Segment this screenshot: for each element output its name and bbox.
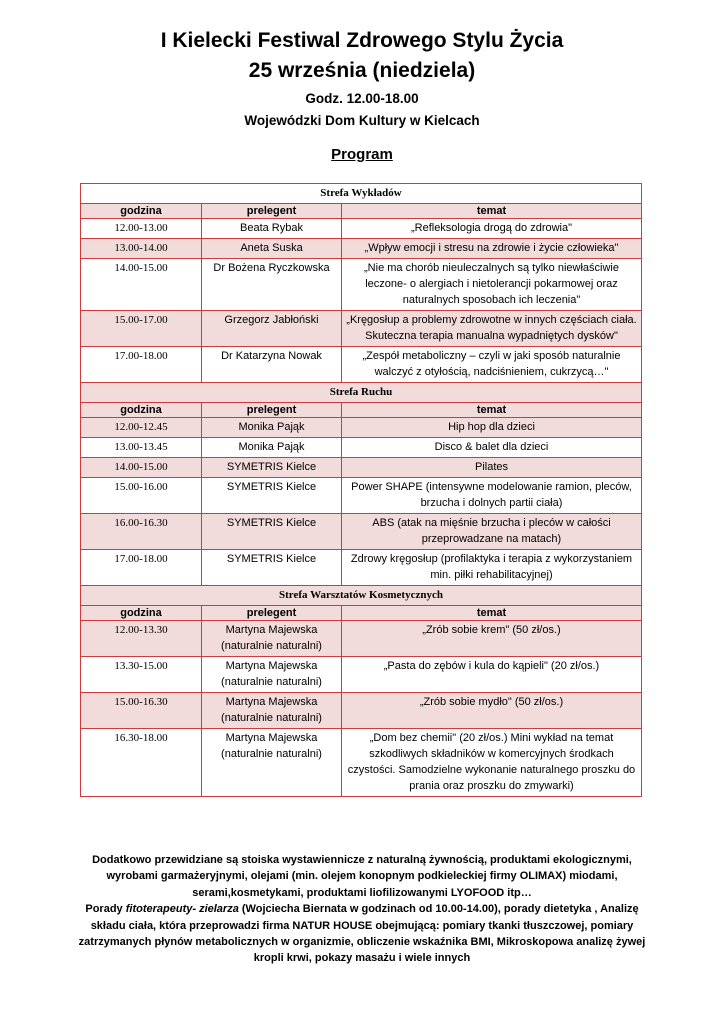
additional-info-stands: Dodatkowo przewidziane są stoiska wystawiennicze z naturalną żywnością, produktami ekologicznymi, wyrobami garmażeryjnymi, olejami (min. olejem konopnym podkieleckiej firmy OLIMAX) miodami, serami,kosmetykami, produktami liofilizowanymi LYOFOOD itp… (92, 854, 632, 899)
table-row (81, 514, 642, 550)
table-row (81, 239, 642, 259)
row-topic: „Kręgosłup a problemy zdrowotne w innych częściach ciała. Skuteczna terapia manualna wypadniętych dysków" (342, 311, 642, 347)
table-row (81, 550, 642, 586)
festival-title: I Kielecki Festiwal Zdrowego Stylu Życia (160, 29, 564, 52)
herbalist-label: fitoterapeuty- zielarza (125, 903, 239, 916)
row-time: 17.00-18.00 (81, 550, 202, 586)
row-time: 13.00-13.45 (81, 438, 202, 458)
row-topic: „Dom bez chemii" (20 zł/os.) Mini wykład na temat szkodliwych składników w komercyjnych środkach czystości. Samodzielne wykonanie naturalnego proszku do prania oraz proszku do zmywarki) (342, 729, 642, 797)
table-row (81, 621, 642, 657)
row-speaker: Monika Pająk (202, 418, 342, 438)
row-speaker: SYMETRIS Kielce (202, 478, 342, 514)
row-topic: Zdrowy kręgosłup (profilaktyka i terapia z wykorzystaniem min. piłki rehabilitacyjnej) (342, 550, 642, 586)
row-time: 15.00-16.00 (81, 478, 202, 514)
col-time-header: godzina (81, 204, 202, 219)
zone-title-cosmetics: Strefa Warsztatów Kosmetycznych (81, 586, 642, 606)
additional-info (70, 852, 654, 967)
table-row (81, 219, 642, 239)
col-topic-header: temat (342, 403, 642, 418)
additional-info-advice-pre: Porady (85, 903, 126, 916)
col-time-header: godzina (81, 403, 202, 418)
row-topic: „Wpływ emocji i stresu na zdrowie i życie człowieka" (342, 239, 642, 259)
row-speaker: Martyna Majewska (naturalnie naturalni) (202, 693, 342, 729)
zone-header-row (81, 383, 642, 403)
column-header-row (81, 204, 642, 219)
row-time: 17.00-18.00 (81, 347, 202, 383)
col-speaker-header: prelegent (202, 403, 342, 418)
row-speaker: Monika Pająk (202, 438, 342, 458)
col-topic-header: temat (342, 204, 642, 219)
festival-date: 25 września (niedziela) (248, 59, 476, 82)
row-time: 16.00-16.30 (81, 514, 202, 550)
additional-info-advice: (Wojciecha Biernata w godzinach od 10.00-14.00), porady dietetyka , Analizę składu ciała, która przeprowadzi firma NATUR HOUSE obejmującą: pomiary tkanki tłuszczowej, pomiary zatrzymanych płynów metabolicznych w organizmie, obliczenie wskaźnika BMI, Mikroskopowa analizę żywej kropli krwi, pokazy masażu i wiele innych (78, 903, 646, 965)
row-speaker: Martyna Majewska (naturalnie naturalni) (202, 621, 342, 657)
row-time: 14.00-15.00 (81, 259, 202, 311)
col-topic-header: temat (342, 606, 642, 621)
row-topic: „Zrób sobie mydło" (50 zł/os.) (342, 693, 642, 729)
row-speaker: SYMETRIS Kielce (202, 550, 342, 586)
col-speaker-header: prelegent (202, 606, 342, 621)
row-time: 15.00-17.00 (81, 311, 202, 347)
column-header-row (81, 403, 642, 418)
row-time: 12.00-13.00 (81, 219, 202, 239)
row-topic: Power SHAPE (intensywne modelowanie ramion, pleców, brzucha i dolnych partii ciała) (342, 478, 642, 514)
document-header (0, 26, 724, 130)
program-table (80, 183, 642, 797)
row-time: 16.30-18.00 (81, 729, 202, 797)
table-row (81, 657, 642, 693)
table-row (81, 729, 642, 797)
zone-title-lectures: Strefa Wykładów (81, 184, 642, 204)
row-time: 14.00-15.00 (81, 458, 202, 478)
festival-hours: Godz. 12.00-18.00 (305, 91, 419, 106)
col-time-header: godzina (81, 606, 202, 621)
row-speaker: Dr Katarzyna Nowak (202, 347, 342, 383)
festival-venue: Wojewódzki Dom Kultury w Kielcach (244, 113, 480, 128)
zone-title-movement: Strefa Ruchu (81, 383, 642, 403)
table-row (81, 438, 642, 458)
table-row (81, 418, 642, 438)
row-topic: Disco & balet dla dzieci (342, 438, 642, 458)
table-row (81, 259, 642, 311)
row-time: 12.00-13.30 (81, 621, 202, 657)
row-topic: ABS (atak na mięśnie brzucha i pleców w całości przeprowadzane na matach) (342, 514, 642, 550)
row-speaker: Beata Rybak (202, 219, 342, 239)
row-topic: Pilates (342, 458, 642, 478)
row-topic: „Zespół metaboliczny – czyli w jaki sposób naturalnie walczyć z otyłością, nadciśnieniem, cukrzycą…" (342, 347, 642, 383)
table-row (81, 458, 642, 478)
row-time: 13.30-15.00 (81, 657, 202, 693)
col-speaker-header: prelegent (202, 204, 342, 219)
row-speaker: SYMETRIS Kielce (202, 458, 342, 478)
row-speaker: SYMETRIS Kielce (202, 514, 342, 550)
row-topic: „Pasta do zębów i kula do kąpieli" (20 zł/os.) (342, 657, 642, 693)
zone-header-row (81, 586, 642, 606)
program-heading: Program (331, 146, 393, 163)
row-topic: „Refleksologia drogą do zdrowia" (342, 219, 642, 239)
row-time: 15.00-16.30 (81, 693, 202, 729)
row-topic: „Nie ma chorób nieuleczalnych są tylko niewłaściwie leczone- o alergiach i nietolerancji pokarmowej oraz naturalnych sposobach ich leczenia" (342, 259, 642, 311)
zone-header-row (81, 184, 642, 204)
row-speaker: Dr Bożena Ryczkowska (202, 259, 342, 311)
row-speaker: Martyna Majewska (naturalnie naturalni) (202, 657, 342, 693)
column-header-row (81, 606, 642, 621)
row-speaker: Aneta Suska (202, 239, 342, 259)
row-speaker: Martyna Majewska (naturalnie naturalni) (202, 729, 342, 797)
table-row (81, 693, 642, 729)
row-time: 13.00-14.00 (81, 239, 202, 259)
table-row (81, 478, 642, 514)
table-row (81, 311, 642, 347)
row-topic: „Zrób sobie krem" (50 zł/os.) (342, 621, 642, 657)
row-speaker: Grzegorz Jabłoński (202, 311, 342, 347)
row-topic: Hip hop dla dzieci (342, 418, 642, 438)
row-time: 12.00-12.45 (81, 418, 202, 438)
table-row (81, 347, 642, 383)
